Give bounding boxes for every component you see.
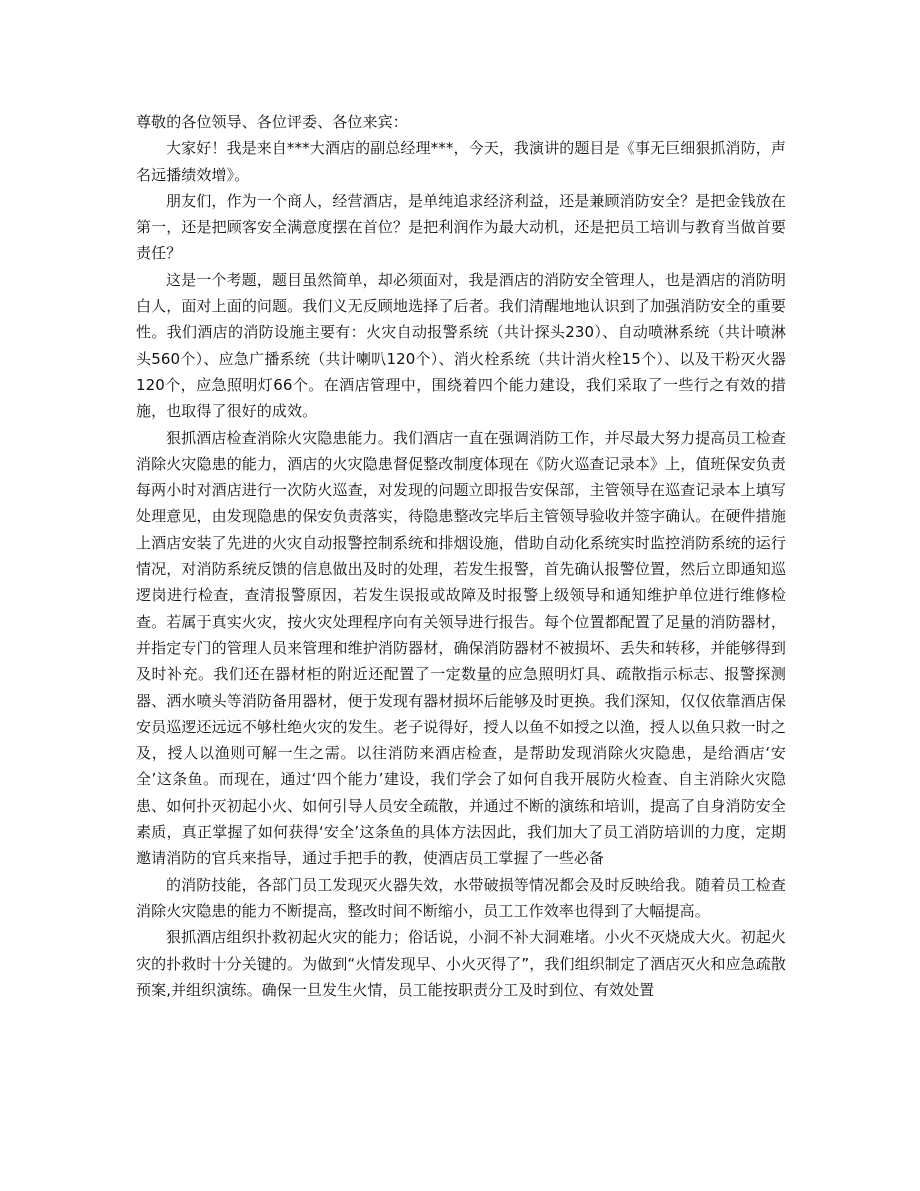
paragraph-fire-facilities: 这是一个考题，题目虽然简单，却必须面对，我是酒店的消防安全管理人，也是酒店的消防明白人，面对上面的问题。我们义无反顾地选择了后者。我们清醒地地认识到了加强消防安全的重要性。我们酒店的消防设施主要有：火灾自动报警系统（共计探头230）、自动喷淋系统（共计喷淋头560个）、应急广播系统（共计喇叭120个）、消火栓系统（共计消火栓15个）、以及干粉灭火器120个，应急照明灯66个。在酒店管理中，围绕着四个能力建设，我们采取了一些行之有效的措施，也取得了很好的成效。	[136, 270, 786, 421]
paragraph-initial-fire-response: 狠抓酒店组织扑救初起火灾的能力；俗话说，小洞不补大洞难堵。小火不灭烧成大火。初起火灾的扑救时十分关键的。为做到“火情发现早、小火灭得了”，我们组织制定了酒店灭火和应急疏散预案,并组织演练。确保一旦发生火情，员工能按职责分工及时到位、有效处置	[136, 928, 786, 999]
paragraph-questions: 朋友们，作为一个商人，经营酒店，是单纯追求经济利益，还是兼顾消防安全？是把金钱放在第一，还是把顾客安全满意度摆在首位？是把利润作为最大动机，还是把员工培训与教育当做首要责任？	[136, 191, 786, 263]
paragraph-hazard-inspection: 狠抓酒店检查消除火灾隐患能力。我们酒店一直在强调消防工作，并尽最大努力提高员工检查消除火灾隐患的能力，酒店的火灾隐患督促整改制度体现在《防火巡查记录本》上，值班保安负责每两小时对酒店进行一次防火巡查，对发现的问题立即报告安保部，主管领导在巡查记录本上填写处理意见，由发现隐患的保安负责落实，待隐患整改完毕后主管领导验收并签字确认。在硬件措施上酒店安装了先进的火灾自动报警控制系统和排烟设施，借助自动化系统实时监控消防系统的运行情况，对消防系统反馈的信息做出及时的处理，若发生报警，首先确认报警位置，然后立即通知巡逻岗进行检查，查清报警原因，若发生误报或故障及时报警上级领导和通知维护单位进行维修检查。若属于真实火灾，按火灾处理程序向有关领导进行报告。每个位置都配置了足量的消防器材，并指定专门的管理人员来管理和维护消防器材，确保消防器材不被损坏、丢失和转移，并能够得到及时补充。我们还在器材柜的附近还配置了一定数量的应急照明灯具、疏散指示标志、报警探测器、洒水喷头等消防备用器材，便于发现有器材损坏后能够及时更换。我们深知，仅仅依靠酒店保安员巡逻还远远不够杜绝火灾的发生。老子说得好，授人以鱼不如授之以渔，授人以鱼只救一时之及，授人以渔则可解一生之需。以往消防来酒店检查，是帮助发现消除火灾隐患，是给酒店‘安全’这条鱼。而现在，通过‘四个能力’建设，我们学会了如何自我开展防火检查、自主消除火灾隐患、如何扑灭初起小火、如何引导人员安全疏散，并通过不断的演练和培训，提高了自身消防安全素质，真正掌握了如何获得‘安全’这条鱼的具体方法因此，我们加大了员工消防培训的力度，定期邀请消防的官兵来指导，通过手把手的教，使酒店员工掌握了一些必备	[136, 428, 786, 868]
paragraph-fire-skills: 的消防技能，各部门员工发现灭火器失效，水带破损等情况都会及时反映给我。随着员工检查消除火灾隐患的能力不断提高，整改时间不断缩小，员工工作效率也得到了大幅提高。	[136, 875, 786, 920]
document-body	[136, 109, 786, 1003]
paragraph-greeting: 大家好！我是来自***大酒店的副总经理***，今天，我演讲的题目是《事无巨细狠抓消防，声名远播绩效增》。	[136, 139, 786, 184]
salutation: 尊敬的各位领导、各位评委、各位来宾：	[136, 113, 408, 131]
